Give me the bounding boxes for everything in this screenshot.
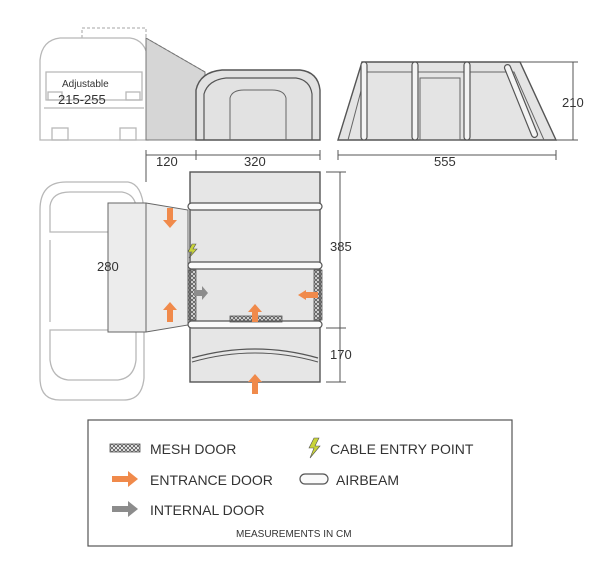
adjustable-label: Adjustable [62,79,109,90]
legend-cable-entry: CABLE ENTRY POINT [330,441,474,457]
airbeam-legend-icon [300,474,328,484]
legend-mesh-door: MESH DOOR [150,441,237,457]
side-view [338,62,584,169]
canopy-depth-label: 170 [330,347,352,362]
awning-width-label: 320 [244,154,266,169]
front-view [40,28,320,182]
legend-note: MEASUREMENTS IN CM [236,529,352,540]
legend [88,420,512,546]
awning-height-label: 210 [562,95,584,110]
van-side-depth-label: 280 [97,259,119,274]
tunnel-floor [108,203,188,332]
awning-length-label: 555 [434,154,456,169]
adjustable-range: 215-255 [58,92,106,107]
main-depth-label: 385 [330,239,352,254]
plan-view [40,172,352,400]
van-gap-label: 120 [156,154,178,169]
legend-internal-door: INTERNAL DOOR [150,502,265,518]
mesh-door-swatch [110,444,140,452]
legend-entrance-door: ENTRANCE DOOR [150,472,273,488]
legend-airbeam: AIRBEAM [336,472,400,488]
